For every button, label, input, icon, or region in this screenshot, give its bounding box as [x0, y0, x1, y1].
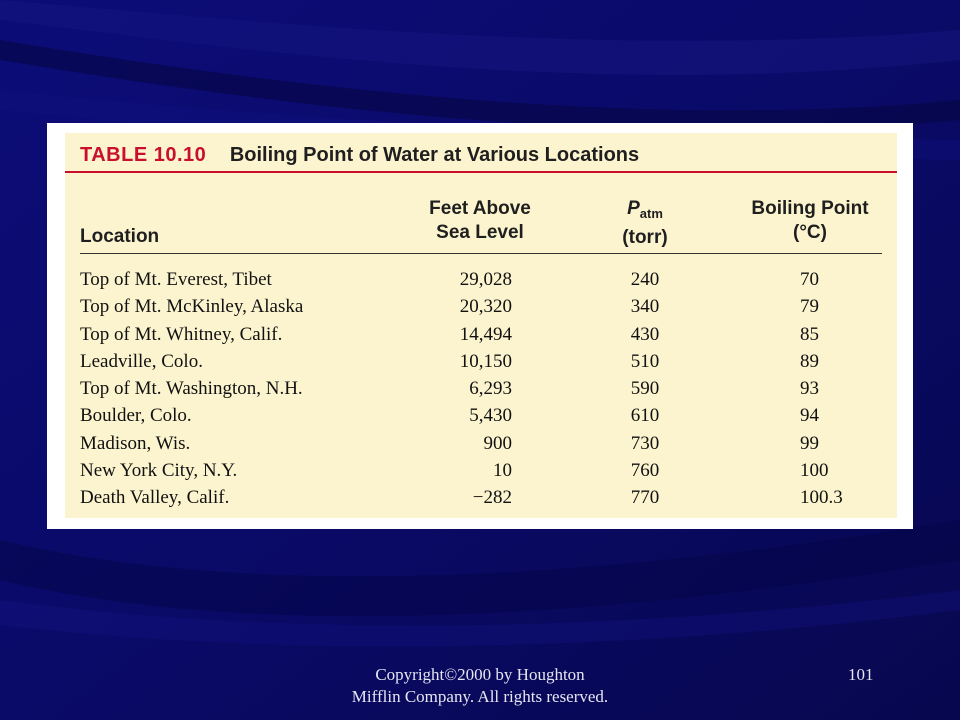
table-row	[65, 268, 897, 295]
table-row	[65, 323, 897, 350]
table-figure	[47, 123, 913, 529]
cell-patm: 510	[630, 350, 660, 372]
cell-patm: 770	[630, 487, 660, 509]
cell-boiling-point: 99	[800, 432, 819, 454]
table-row	[65, 295, 897, 322]
cell-boiling-point: 94	[800, 405, 819, 427]
cell-patm: 590	[630, 378, 660, 400]
cell-location: Top of Mt. Washington, N.H.	[80, 378, 303, 400]
table-body	[65, 268, 897, 514]
cell-feet: 5,430	[469, 405, 512, 427]
header-feet-line1: Feet Above	[429, 198, 531, 219]
copyright-line2: Mifflin Company. All rights reserved.	[351, 687, 609, 706]
table-number: TABLE 10.10	[80, 144, 207, 166]
table-title: Boiling Point of Water at Various Locations	[229, 144, 640, 166]
header-rule	[80, 253, 882, 254]
cell-feet: 29,028	[459, 269, 512, 290]
cell-patm: 240	[630, 269, 660, 290]
cell-location: Leadville, Colo.	[80, 350, 203, 372]
cell-feet: −282	[472, 487, 512, 509]
cell-patm: 760	[630, 460, 660, 482]
header-patm-unit: (torr)	[622, 227, 668, 248]
cell-feet: 20,320	[459, 296, 512, 318]
header-bp-line1: Boiling Point	[751, 198, 869, 219]
cell-boiling-point: 85	[800, 323, 819, 345]
header-feet-line2: Sea Level	[436, 222, 524, 243]
cell-location: Madison, Wis.	[80, 432, 191, 454]
table-row	[65, 432, 897, 459]
copyright-footer	[300, 664, 660, 708]
cell-feet: 900	[483, 432, 512, 454]
cell-location: Top of Mt. Whitney, Calif.	[80, 323, 283, 345]
header-patm	[605, 197, 685, 250]
cell-boiling-point: 93	[800, 378, 819, 400]
cell-patm: 730	[630, 432, 660, 454]
header-boiling-point	[735, 197, 885, 245]
cell-boiling-point: 79	[800, 296, 819, 318]
cell-boiling-point: 89	[800, 350, 819, 372]
header-patm-symbol	[605, 197, 685, 226]
cell-location: Top of Mt. Everest, Tibet	[80, 269, 272, 290]
cell-patm: 340	[630, 296, 660, 318]
header-bp-line2: (°C)	[793, 222, 827, 243]
cell-boiling-point: 70	[800, 269, 819, 290]
caption-rule	[65, 171, 897, 173]
table-row	[65, 377, 897, 404]
cell-boiling-point: 100.3	[800, 487, 843, 509]
cell-feet: 6,293	[469, 378, 512, 400]
patm-subscript: atm	[639, 206, 663, 221]
table-row	[65, 486, 897, 513]
patm-symbol: P	[627, 198, 640, 219]
header-feet-above-sea-level	[395, 197, 565, 245]
cell-patm: 610	[630, 405, 660, 427]
cell-boiling-point: 100	[800, 460, 829, 482]
table-row	[65, 404, 897, 431]
cell-patm: 430	[630, 323, 660, 345]
table-row	[65, 350, 897, 377]
cell-location: Boulder, Colo.	[80, 405, 192, 427]
page-number: 101	[848, 665, 874, 684]
cell-feet: 10	[493, 460, 512, 482]
header-location: Location	[80, 226, 160, 247]
cell-location: Top of Mt. McKinley, Alaska	[80, 296, 304, 318]
table-row	[65, 459, 897, 486]
cell-location: Death Valley, Calif.	[80, 487, 230, 509]
table-caption	[80, 144, 639, 170]
copyright-line1: Copyright©2000 by Houghton	[375, 665, 585, 684]
cell-location: New York City, N.Y.	[80, 460, 238, 482]
table-panel	[65, 133, 897, 518]
cell-feet: 10,150	[459, 350, 512, 372]
cell-feet: 14,494	[459, 323, 512, 345]
